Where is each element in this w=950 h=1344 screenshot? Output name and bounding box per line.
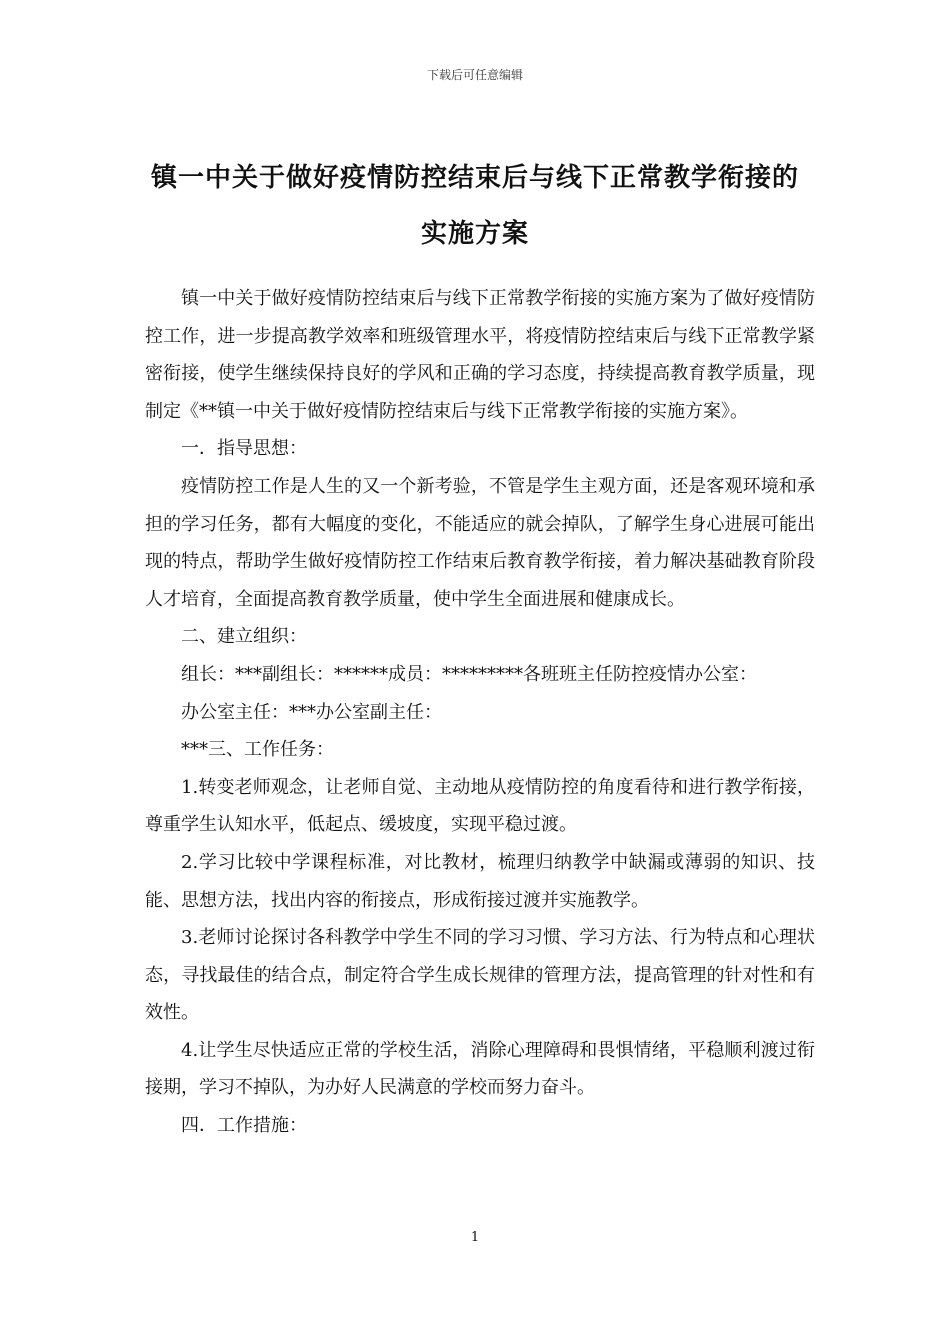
task-item-4: 4.让学生尽快适应正常的学校生活，消除心理障碍和畏惧情绪，平稳顺利渡过衔接期，学习不掉队，为办好人民满意的学校而努力奋斗。	[145, 1039, 815, 1099]
heading-guiding-ideology: 一．指导思想：	[181, 438, 307, 460]
paragraph-organization-members: 组长：***副组长：******成员：*********各班班主任防控疫情办公室：	[181, 663, 757, 685]
page-number: 1	[470, 1230, 480, 1245]
header-note: 下载后可任意编辑	[426, 68, 523, 82]
paragraph-intro: 镇一中关于做好疫情防控结束后与线下正常教学衔接的实施方案为了做好疫情防控工作，进一步提高教学效率和班级管理水平，将疫情防控结束后与线下正常教学紧密衔接，使学生继续保持良好的学风和正确的学习态度，持续提高教育教学质量，现制定《**镇一中关于做好疫情防控结束后与线下正常教学衔接的实施方案》。	[145, 288, 815, 422]
document-body	[145, 280, 815, 1145]
document-title: 镇一中关于做好疫情防控结束后与线下正常教学衔接的实施方案	[150, 163, 799, 249]
task-item-3: 3.老师讨论探讨各科教学中学生不同的学习习惯、学习方法、行为特点和心理状态，寻找最佳的结合点，制定符合学生成长规律的管理方法，提高管理的针对性和有效性。	[145, 927, 815, 1024]
task-item-2: 2.学习比较中学课程标准，对比教材，梳理归纳教学中缺漏或薄弱的知识、技能、思想方法，找出内容的衔接点，形成衔接过渡并实施教学。	[145, 851, 815, 911]
paragraph-guiding-ideology: 疫情防控工作是人生的又一个新考验，不管是学生主观方面，还是客观环境和承担的学习任务，都有大幅度的变化，不能适应的就会掉队，了解学生身心进展可能出现的特点，帮助学生做好疫情防控工作结束后教育教学衔接，着力解决基础教育阶段人才培育，全面提高教育教学质量，使中学生全面进展和健康成长。	[145, 475, 815, 610]
task-item-1: 1.转变老师观念，让老师自觉、主动地从疫情防控的角度看待和进行教学衔接，尊重学生认知水平，低起点、缓坡度，实现平稳过渡。	[145, 776, 815, 836]
heading-organization: 二、建立组织：	[181, 626, 307, 648]
heading-work-tasks: ***三、工作任务：	[181, 739, 334, 761]
paragraph-office-director: 办公室主任：***办公室副主任：	[181, 701, 442, 723]
heading-work-measures: 四．工作措施：	[181, 1115, 307, 1137]
